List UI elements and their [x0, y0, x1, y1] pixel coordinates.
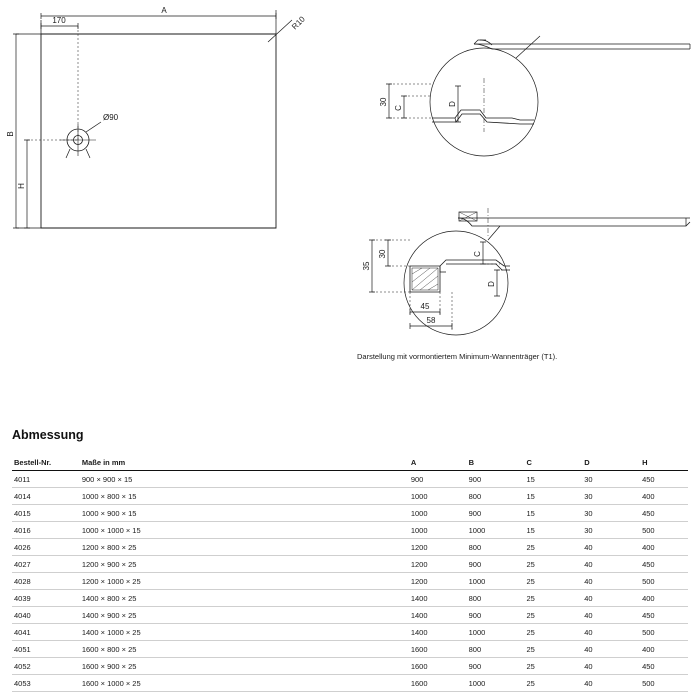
label-dim-H: H: [17, 183, 26, 189]
dimension-table: [12, 458, 688, 692]
label-dim-170: 170: [52, 16, 66, 25]
cell-h: 400: [642, 488, 688, 505]
cell-masse: 1600 × 800 × 25: [82, 641, 411, 658]
cell-bestell-nr: 4041: [12, 624, 82, 641]
table-row: [12, 590, 688, 607]
cell-d: 40: [584, 539, 642, 556]
cell-b: 900: [469, 556, 527, 573]
label-drain-diameter: Ø90: [103, 113, 119, 122]
profile-top: [474, 40, 690, 49]
cell-bestell-nr: 4051: [12, 641, 82, 658]
cell-a: 1600: [411, 658, 469, 675]
dimension-table-section: [12, 428, 688, 692]
cell-h: 500: [642, 522, 688, 539]
cell-d: 40: [584, 556, 642, 573]
cell-c: 15: [526, 505, 584, 522]
table-row: [12, 539, 688, 556]
cell-masse: 1400 × 1000 × 25: [82, 624, 411, 641]
cell-bestell-nr: 4039: [12, 590, 82, 607]
cell-d: 40: [584, 573, 642, 590]
cell-b: 800: [469, 641, 527, 658]
col-a: A: [411, 458, 469, 471]
cell-masse: 1600 × 900 × 25: [82, 658, 411, 675]
cell-masse: 1000 × 900 × 15: [82, 505, 411, 522]
col-b: B: [469, 458, 527, 471]
col-bestell-nr: Bestell-Nr.: [12, 458, 82, 471]
cell-b: 800: [469, 488, 527, 505]
cell-c: 15: [526, 471, 584, 488]
table-title: Abmessung: [12, 428, 84, 442]
cell-b: 800: [469, 590, 527, 607]
col-c: C: [526, 458, 584, 471]
cell-c: 25: [526, 539, 584, 556]
cell-c: 25: [526, 607, 584, 624]
cell-masse: 1200 × 800 × 25: [82, 539, 411, 556]
drawing-caption: Darstellung mit vormontiertem Minimum-Wannenträger (T1).: [357, 352, 558, 361]
cell-d: 30: [584, 471, 642, 488]
label-detail-bottom-C: C: [473, 251, 482, 257]
cell-bestell-nr: 4015: [12, 505, 82, 522]
cell-d: 40: [584, 624, 642, 641]
cell-a: 1400: [411, 624, 469, 641]
cell-a: 900: [411, 471, 469, 488]
cell-c: 15: [526, 522, 584, 539]
detail-circle-top: [430, 36, 540, 156]
cell-h: 450: [642, 505, 688, 522]
dim-A: [41, 10, 276, 34]
cell-d: 40: [584, 675, 642, 692]
cell-bestell-nr: 4053: [12, 675, 82, 692]
cell-a: 1400: [411, 590, 469, 607]
cell-h: 500: [642, 573, 688, 590]
cell-masse: 1000 × 1000 × 15: [82, 522, 411, 539]
cell-b: 900: [469, 505, 527, 522]
label-dim-B: B: [6, 131, 15, 137]
cell-b: 900: [469, 658, 527, 675]
label-detail-bottom-30: 30: [378, 249, 387, 259]
table-row: [12, 556, 688, 573]
cell-bestell-nr: 4014: [12, 488, 82, 505]
cell-b: 1000: [469, 675, 527, 692]
cell-bestell-nr: 4040: [12, 607, 82, 624]
table-body: [12, 471, 688, 692]
cell-c: 25: [526, 590, 584, 607]
cell-masse: 1200 × 1000 × 25: [82, 573, 411, 590]
table-row: [12, 522, 688, 539]
cell-b: 900: [469, 607, 527, 624]
radius-leader: [268, 20, 292, 42]
detail-circle-bottom: [404, 226, 510, 335]
cell-d: 30: [584, 522, 642, 539]
cell-bestell-nr: 4052: [12, 658, 82, 675]
cell-a: 1000: [411, 488, 469, 505]
cell-c: 25: [526, 556, 584, 573]
label-detail-bottom-D: D: [487, 281, 496, 287]
col-h: H: [642, 458, 688, 471]
dim-H: [24, 140, 78, 228]
cell-a: 1600: [411, 641, 469, 658]
cell-masse: 1600 × 1000 × 25: [82, 675, 411, 692]
dim-170: [41, 23, 78, 140]
cell-c: 25: [526, 658, 584, 675]
cell-h: 500: [642, 675, 688, 692]
cell-b: 900: [469, 471, 527, 488]
cell-c: 25: [526, 624, 584, 641]
label-radius: R10: [290, 14, 307, 32]
table-row: [12, 607, 688, 624]
cell-a: 1200: [411, 539, 469, 556]
col-d: D: [584, 458, 642, 471]
cell-h: 400: [642, 641, 688, 658]
cell-a: 1000: [411, 505, 469, 522]
table-row: [12, 573, 688, 590]
col-masse: Maße in mm: [82, 458, 411, 471]
label-detail-bottom-35: 35: [362, 261, 371, 271]
cell-masse: 1400 × 900 × 25: [82, 607, 411, 624]
table-row: [12, 471, 688, 488]
cell-masse: 1400 × 800 × 25: [82, 590, 411, 607]
cell-h: 400: [642, 590, 688, 607]
cell-h: 500: [642, 624, 688, 641]
label-detail-top-30: 30: [379, 97, 388, 107]
label-dim-A: A: [161, 6, 167, 15]
cell-a: 1200: [411, 573, 469, 590]
cell-bestell-nr: 4016: [12, 522, 82, 539]
cell-h: 400: [642, 539, 688, 556]
cell-bestell-nr: 4026: [12, 539, 82, 556]
cell-bestell-nr: 4011: [12, 471, 82, 488]
cell-masse: 1000 × 800 × 15: [82, 488, 411, 505]
cell-h: 450: [642, 556, 688, 573]
table-row: [12, 641, 688, 658]
cell-a: 1000: [411, 522, 469, 539]
cell-a: 1200: [411, 556, 469, 573]
cell-a: 1400: [411, 607, 469, 624]
table-row: [12, 658, 688, 675]
cell-d: 30: [584, 505, 642, 522]
cell-c: 25: [526, 641, 584, 658]
profile-bottom: [458, 208, 690, 236]
label-detail-bottom-45: 45: [420, 302, 430, 311]
cell-d: 40: [584, 590, 642, 607]
cell-masse: 900 × 900 × 15: [82, 471, 411, 488]
cell-a: 1600: [411, 675, 469, 692]
cell-h: 450: [642, 658, 688, 675]
cell-b: 1000: [469, 624, 527, 641]
table-header-row: [12, 458, 688, 471]
cell-d: 40: [584, 641, 642, 658]
cell-b: 1000: [469, 522, 527, 539]
cell-b: 1000: [469, 573, 527, 590]
label-detail-top-D: D: [448, 101, 457, 107]
cell-c: 15: [526, 488, 584, 505]
cell-b: 800: [469, 539, 527, 556]
cell-h: 450: [642, 607, 688, 624]
cell-h: 450: [642, 471, 688, 488]
cell-d: 30: [584, 488, 642, 505]
cell-masse: 1200 × 900 × 25: [82, 556, 411, 573]
label-detail-bottom-58: 58: [426, 316, 436, 325]
cell-c: 25: [526, 573, 584, 590]
cell-d: 40: [584, 607, 642, 624]
cell-bestell-nr: 4027: [12, 556, 82, 573]
table-row: [12, 505, 688, 522]
cell-d: 40: [584, 658, 642, 675]
table-row: [12, 488, 688, 505]
tray-outline: [41, 34, 276, 228]
cell-c: 25: [526, 675, 584, 692]
cell-bestell-nr: 4028: [12, 573, 82, 590]
table-row: [12, 675, 688, 692]
drain-symbol: [60, 122, 101, 158]
label-detail-top-C: C: [394, 105, 403, 111]
table-row: [12, 624, 688, 641]
